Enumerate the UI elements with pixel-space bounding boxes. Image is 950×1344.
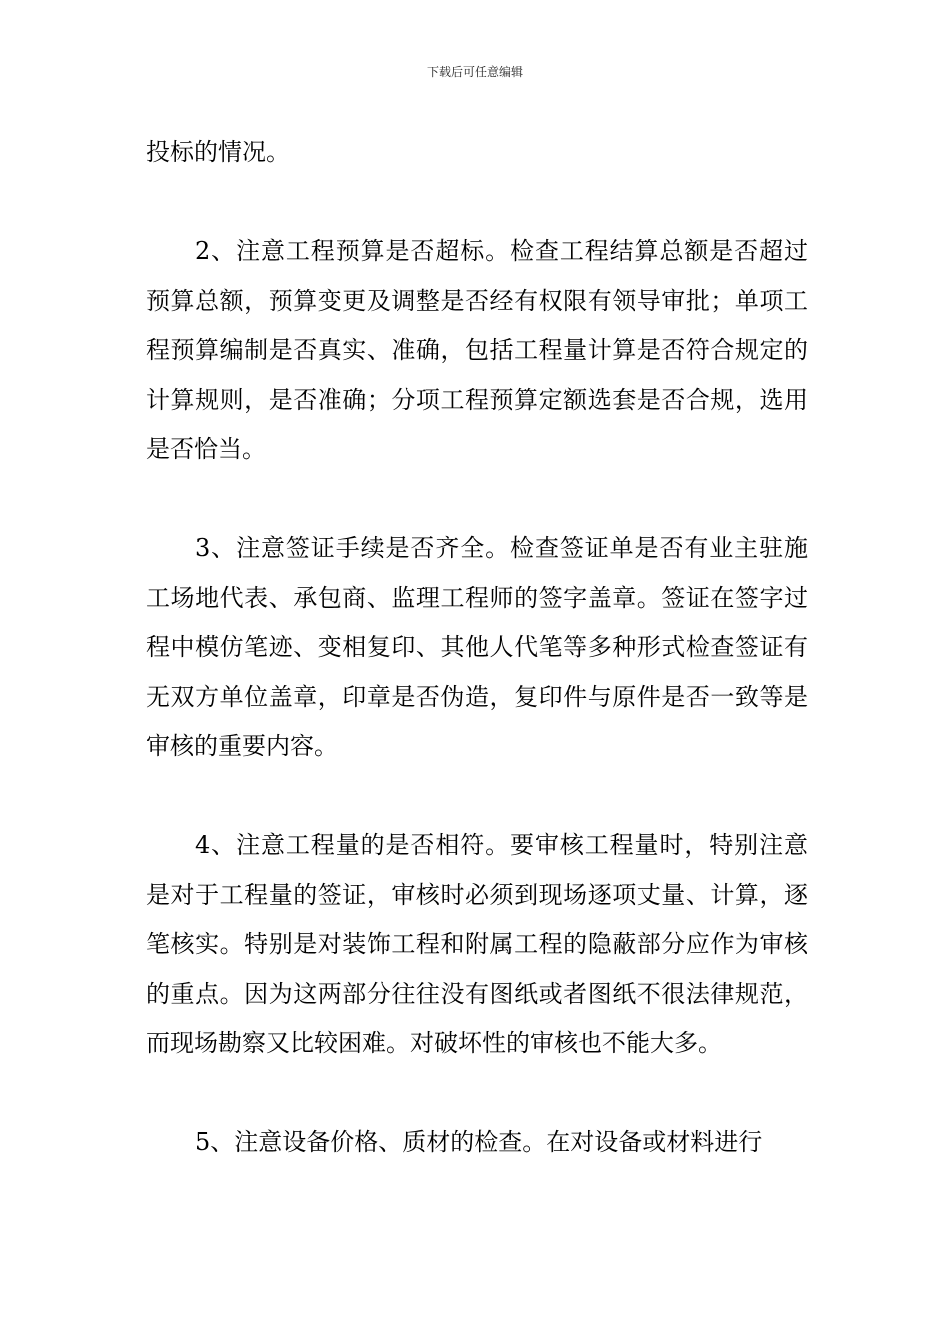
paragraph-item-4: 4、注意工程量的是否相符。要审核工程量时，特别注意是对于工程量的签证，审核时必须到现场逐项丈量、计算，逐笔核实。特别是对装饰工程和附属工程的隐蔽部分应作为审核的重点。因为这两部分往往没有图纸或者图纸不很法律规范，而现场勘察又比较困难。对破坏性的审核也不能大多。: [146, 831, 808, 1057]
document-body: [146, 128, 808, 1168]
paragraph-item-2: 2、注意工程预算是否超标。检查工程结算总额是否超过预算总额，预算变更及调整是否经有权限有领导审批；单项工程预算编制是否真实、准确，包括工程量计算是否符合规定的计算规则，是否准确；分项工程预算定额选套是否合规，选用是否恰当。: [146, 237, 808, 463]
paragraph-item-5: 5、注意设备价格、质材的检查。在对设备或材料进行: [195, 1128, 763, 1156]
page-header: 下载后可任意编辑: [426, 65, 523, 79]
paragraph-continuation: 投标的情况。: [146, 138, 290, 166]
paragraph-item-3: 3、注意签证手续是否齐全。检查签证单是否有业主驻施工场地代表、承包商、监理工程师的签字盖章。签证在签字过程中模仿笔迹、变相复印、其他人代笔等多种形式检查签证有无双方单位盖章，印章是否伪造，复印件与原件是否一致等是审核的重要内容。: [146, 534, 808, 760]
